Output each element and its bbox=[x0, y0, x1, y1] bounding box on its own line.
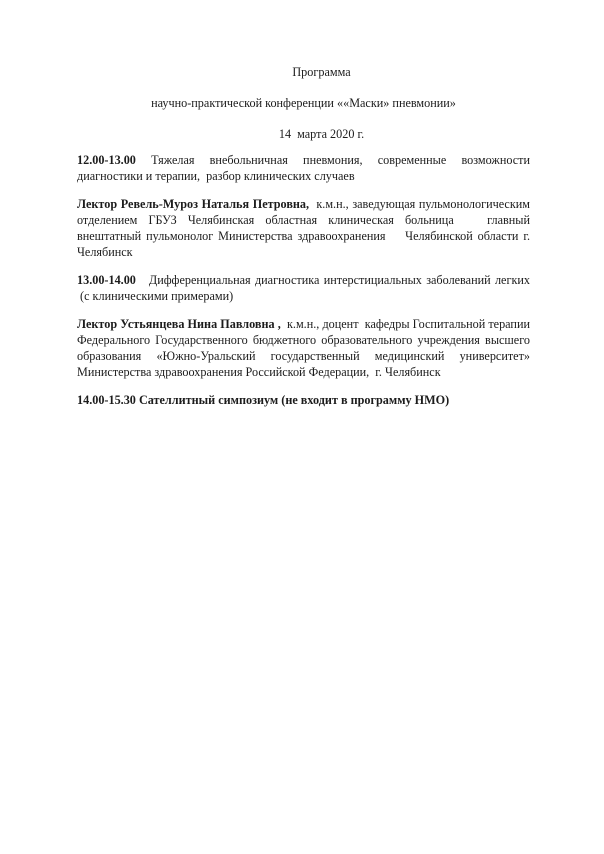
session-2-text: Дифференциальная диагностика интерстициальных заболеваний легких (с клиническими примерами) bbox=[77, 273, 530, 303]
doc-title: Программа bbox=[292, 65, 351, 79]
session-1 bbox=[77, 152, 530, 184]
lecturer-1-credentials: к.м.н., заведующая пульмонологическим отделением ГБУЗ Челябинская областная клиническая больница главный внештатный пульмонолог Министерства здравоохранения Челябинской области г. Челябинск bbox=[77, 197, 530, 259]
lecturer-1-name: Лектор Ревель-Муроз Наталья Петровна, bbox=[77, 197, 310, 211]
lecturer-1 bbox=[77, 196, 530, 260]
session-3-text: 14.00-15.30 Сателлитный симпозиум (не входит в программу НМО) bbox=[77, 393, 450, 407]
doc-subtitle: научно-практической конференции ««Маски» пневмонии» bbox=[151, 96, 456, 110]
doc-date: 14 марта 2020 г. bbox=[278, 127, 365, 141]
session-1-text: Тяжелая внебольничная пневмония, современные возможности диагностики и терапии, разбор клинических случаев bbox=[77, 153, 530, 183]
session-2 bbox=[77, 272, 530, 304]
session-3-satellite-symposium bbox=[77, 392, 530, 408]
session-2-time: 13.00-14.00 bbox=[77, 273, 136, 287]
session-1-time: 12.00-13.00 bbox=[77, 153, 136, 167]
lecturer-2-name: Лектор Устьянцева Нина Павловна , bbox=[77, 317, 281, 331]
lecturer-2-credentials: к.м.н., доцент кафедры Госпитальной терапии Федерального Государственного бюджетного образовательного учреждения высшего образования «Южно-Уральский государственный медицинский университет» Министерства здравоохранения Российской Федерации, г. Челябинск bbox=[77, 317, 530, 379]
lecturer-2 bbox=[77, 316, 530, 380]
